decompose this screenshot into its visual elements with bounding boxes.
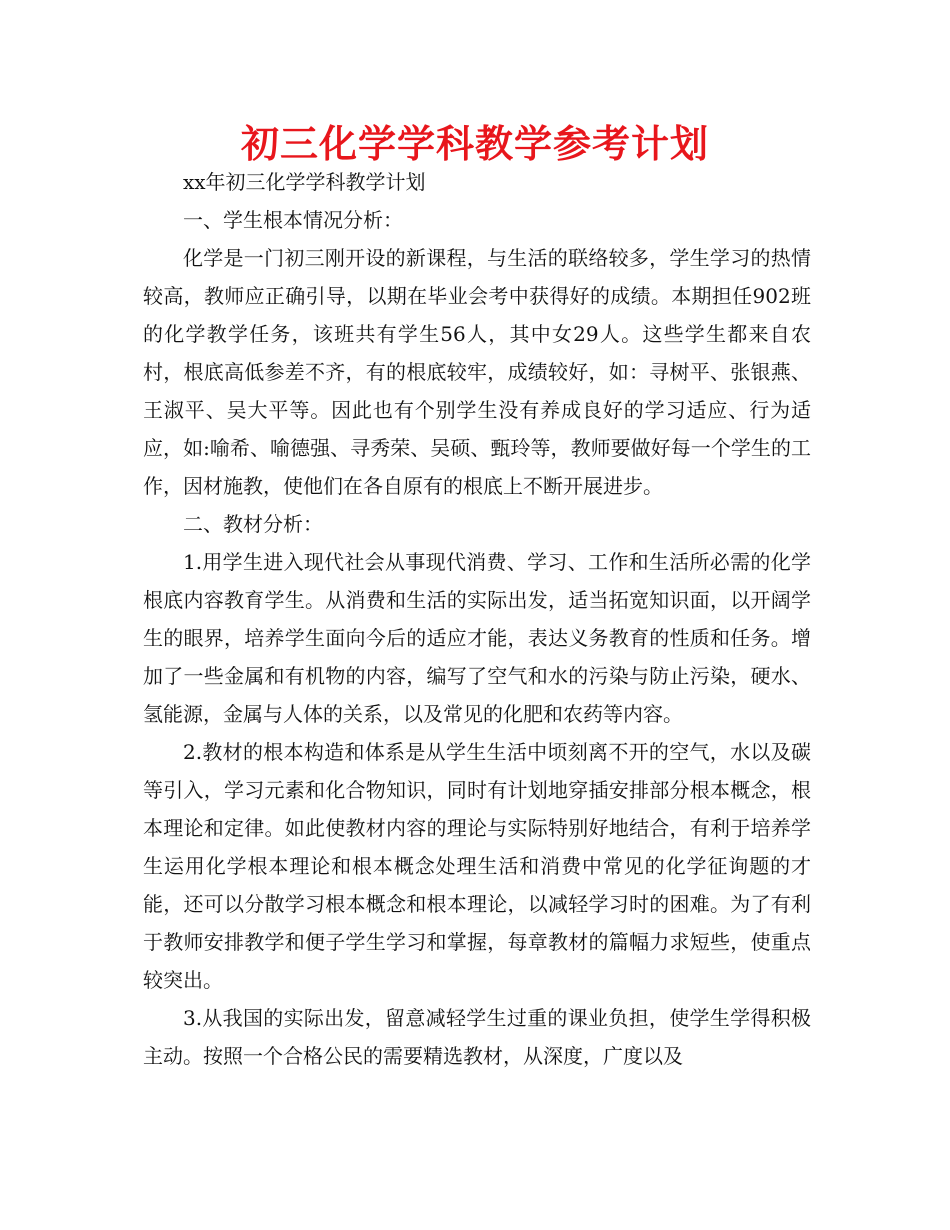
paragraph-materials-3: 3.从我国的实际出发，留意减轻学生过重的课业负担，使学生学得积极主动。按照一个合格公民的需要精选教材，从深度，广度以及 xyxy=(143,1006,811,1068)
paragraph-materials-2: 2.教材的根本构造和体系是从学生生活中顷刻离不开的空气，水以及碳等引入，学习元素和化合物知识，同时有计划地穿插安排部分根本概念，根本理论和定律。如此使教材内容的理论与实际特别好地结合，有利于培养学生运用化学根本理论和根本概念处理生活和消费中常见的化学征询题的才能，还可以分散学习根本概念和根本理论，以减轻学习时的困难。为了有利于教师安排教学和便子学生学习和掌握，每章教材的篇幅力求短些，使重点较突出。 xyxy=(143,740,811,992)
section-heading-materials: 二、教材分析： xyxy=(183,512,323,536)
paragraph-students: 化学是一门初三刚开设的新课程，与生活的联络较多，学生学习的热情较高，教师应正确引导，以期在毕业会考中获得好的成绩。本期担任902班的化学教学任务，该班共有学生56人，其中女29人。这些学生都来自农村，根底高低参差不齐，有的根底较牢，成绩较好，如：寻树平、张银燕、王淑平、吴大平等。因此也有个别学生没有养成良好的学习适应、行为适应，如:喻希、喻德强、寻秀荣、吴硕、甄玲等，教师要做好每一个学生的工作，因材施教，使他们在各自原有的根底上不断开展进步。 xyxy=(143,246,811,498)
paragraph-materials-1: 1.用学生进入现代社会从事现代消费、学习、工作和生活所必需的化学根底内容教育学生。从消费和生活的实际出发，适当拓宽知识面，以开阔学 生的眼界，培养学生面向今后的适应才能，表达义务教育的性质和任务。增加了一些金属和有机物的内容，编写了空气和水的污染与防止污染，硬水、氢能源，金属与人体的关系，以及常见的化肥和农药等内容。 xyxy=(143,550,811,726)
document-body xyxy=(143,163,811,1075)
section-heading-students: 一、学生根本情况分析： xyxy=(183,208,403,232)
subtitle-paragraph: xx年初三化学学科教学计划 xyxy=(183,170,426,194)
document-title: 初三化学学科教学参考计划 xyxy=(240,122,709,166)
